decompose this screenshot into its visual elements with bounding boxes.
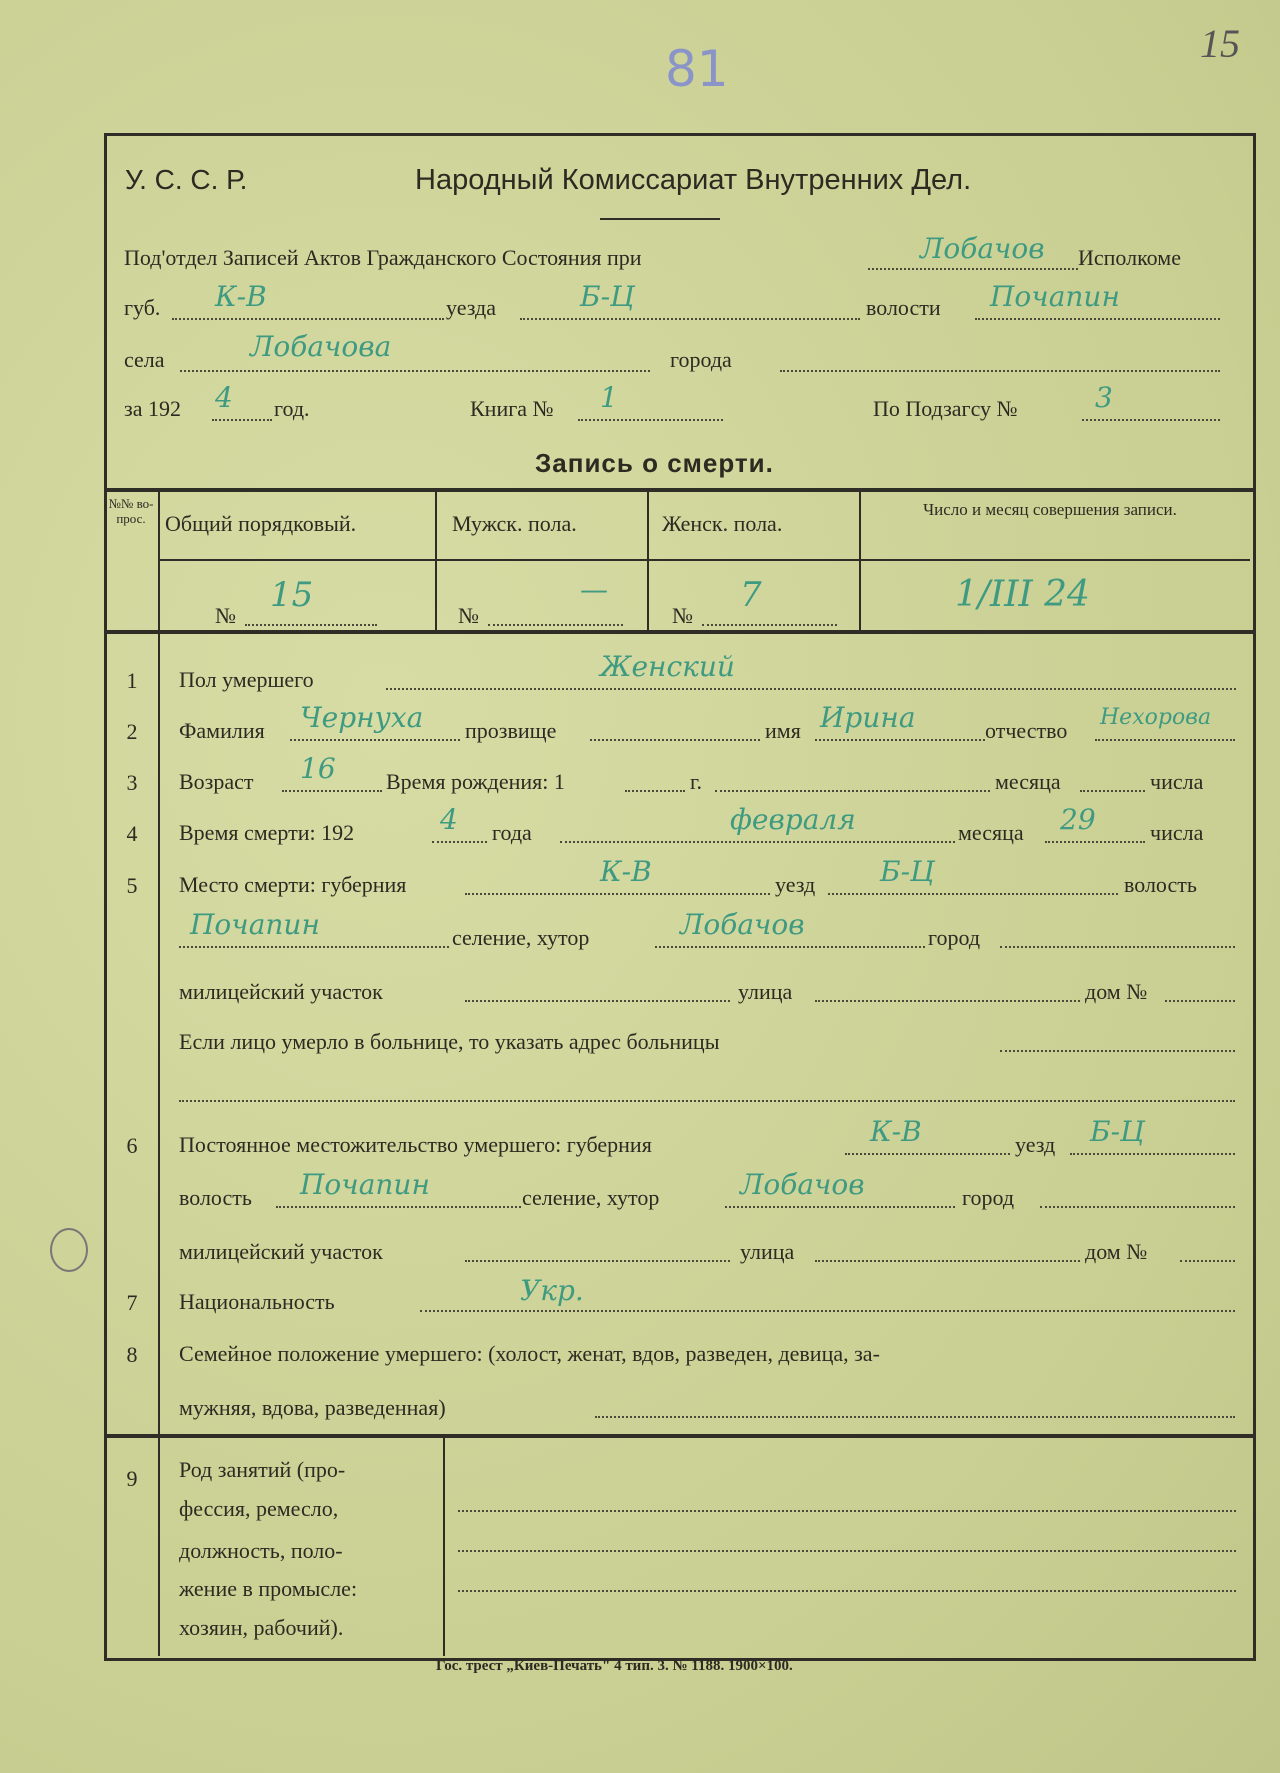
leader [179, 1100, 1235, 1102]
occupation-line: Род занятий (про- [179, 1457, 346, 1482]
col-date-header: Число и месяц совершения записи. [923, 500, 1177, 519]
occupation-line: хозяин, рабочий). [179, 1615, 344, 1640]
col-female-header: Женск. пола. [662, 511, 783, 536]
leader [975, 318, 1220, 320]
residence-village-value: Лобачов [740, 1168, 865, 1201]
birth-month-label: месяца [995, 769, 1061, 794]
leader [180, 370, 650, 372]
leader [276, 1206, 521, 1208]
place-village-value: Лобачов [680, 908, 805, 941]
leader [655, 946, 925, 948]
volost-label: волости [866, 295, 941, 320]
leader [815, 1260, 1080, 1262]
residence-uezd-value: Б-Ц [1090, 1115, 1145, 1148]
sheet-number: 15 [1200, 21, 1240, 66]
name-label: имя [765, 718, 801, 743]
male-value: — [580, 573, 608, 606]
volost-value: Почапин [990, 280, 1120, 313]
number-column-rule [158, 630, 160, 1656]
leader [595, 1416, 1235, 1418]
leader [560, 841, 955, 843]
leader [1080, 790, 1145, 792]
birth-year-suffix: г. [690, 769, 703, 794]
item-number: 7 [126, 1290, 138, 1315]
res-house-label: дом № [1085, 1239, 1148, 1264]
leader [1040, 1206, 1235, 1208]
item-number: 6 [126, 1133, 138, 1158]
occupation-line: должность, поло- [179, 1538, 343, 1563]
hospital-label: Если лицо умерло в больнице, то указать адрес больницы [179, 1029, 720, 1054]
section-rule [104, 1434, 1253, 1438]
leader [465, 893, 770, 895]
occupation-rule [443, 1434, 445, 1656]
leader [465, 1260, 730, 1262]
leader [172, 318, 444, 320]
leader [245, 624, 377, 626]
item-number: 2 [126, 719, 138, 744]
uezd-label: уезда [446, 295, 496, 320]
place-uezd-label: уезд [775, 872, 816, 897]
commissariat-title: Народный Комиссариат Внутренних Дел. [415, 164, 972, 196]
leader [458, 1590, 1236, 1592]
place-uezd-value: Б-Ц [880, 855, 935, 888]
gub-value: К-В [215, 280, 267, 313]
leader [282, 790, 382, 792]
marital-label-line2: мужняя, вдова, разведенная) [179, 1395, 446, 1420]
leader [212, 419, 272, 421]
age-label: Возраст [179, 769, 254, 794]
leader [1070, 1153, 1235, 1155]
nickname-label: прозвище [465, 718, 557, 743]
leader [702, 624, 837, 626]
leader [578, 419, 723, 421]
item-number: 9 [126, 1466, 138, 1491]
item-number: 5 [126, 873, 138, 898]
leader [815, 1000, 1080, 1002]
ispolkom-label: Исполкоме [1078, 245, 1181, 270]
leader [780, 370, 1220, 372]
occupation-line: фессия, ремесло, [179, 1496, 339, 1521]
occupation-line: жение в промысле: [179, 1576, 358, 1601]
leader [868, 268, 1078, 270]
gub-label: губ. [124, 295, 161, 320]
gorod-label: города [670, 347, 732, 372]
leader [432, 841, 487, 843]
leader [1082, 419, 1220, 421]
death-label: Время смерти: 192 [179, 820, 355, 845]
patronymic-label: отчество [985, 718, 1068, 743]
leader [828, 893, 1118, 895]
col-total-header: Общий порядковый. [165, 511, 357, 536]
republic-label: У. С. С. Р. [125, 164, 248, 195]
place-volost-value: Почапин [190, 908, 320, 941]
surname-value: Чернуха [300, 701, 424, 734]
item-number: 3 [126, 770, 138, 795]
book-label: Книга № [470, 396, 554, 421]
record-date-value: 1/III 24 [955, 574, 1090, 615]
leader [520, 318, 860, 320]
leader [458, 1510, 1236, 1512]
pencil-archive-number: 81 [665, 40, 729, 98]
table-top-rule [104, 488, 1253, 492]
podzags-label: По Подзагсу № [873, 396, 1018, 421]
name-value: Ирина [820, 701, 916, 734]
printer-imprint: Гос. трест „Киев-Печать" 4 тип. 3. № 1188. 1900×100. [436, 1658, 793, 1674]
no-label: № [215, 603, 236, 628]
leader [386, 688, 1236, 690]
death-year-label: года [492, 820, 532, 845]
leader [488, 624, 623, 626]
leader [590, 739, 760, 741]
death-month-label: месяца [958, 820, 1024, 845]
selo-label: села [124, 347, 165, 372]
table-bottom-rule [104, 630, 1253, 634]
marital-label-line1: Семейное положение умершего: (холост, женат, вдов, разведен, девица, за- [179, 1341, 880, 1366]
sex-label: Пол умершего [179, 667, 314, 692]
leader [1180, 1260, 1235, 1262]
item-number: 1 [126, 668, 138, 693]
nationality-label: Национальность [179, 1289, 335, 1314]
death-day-value: 29 [1060, 803, 1096, 836]
total-value: 15 [270, 575, 314, 615]
place-volost-label: волость [1124, 872, 1197, 897]
record-title: Запись о смерти. [535, 448, 774, 478]
header-rule [158, 559, 1250, 561]
leader [290, 739, 460, 741]
residence-label: Постоянное местожительство умершего: губерния [179, 1132, 652, 1157]
subdept-label: Под'отдел Записей Актов Гражданского Состояния при [124, 245, 642, 270]
no-label: № [672, 603, 693, 628]
house-label: дом № [1085, 979, 1148, 1004]
residence-volost-value: Почапин [300, 1168, 430, 1201]
binding-hole [50, 1228, 88, 1272]
no-label: № [458, 603, 479, 628]
death-month-value: февраля [730, 803, 856, 836]
leader [179, 946, 449, 948]
place-label: Место смерти: губерния [179, 872, 407, 897]
female-value: 7 [740, 575, 762, 615]
leader [1000, 946, 1235, 948]
item-number: 4 [126, 821, 138, 846]
leader [715, 790, 990, 792]
birth-label: Время рождения: 1 [386, 769, 565, 794]
res-militia-label: милицейский участок [179, 1239, 383, 1264]
year-label: за 192 [124, 396, 181, 421]
divider [600, 218, 720, 220]
place-gub-value: К-В [600, 855, 652, 888]
selo-value: Лобачова [250, 330, 392, 363]
surname-label: Фамилия [179, 718, 265, 743]
residence-gub-value: К-В [870, 1115, 922, 1148]
year-value: 4 [215, 381, 233, 414]
residence-village-label: селение, хутор [522, 1185, 660, 1210]
book-value: 1 [600, 381, 618, 414]
place-city-label: город [928, 925, 981, 950]
death-day-label: числа [1150, 820, 1204, 845]
leader [465, 1000, 730, 1002]
patronymic-value: Нехорова [1100, 705, 1212, 730]
sex-value: Женский [600, 650, 735, 683]
residence-uezd-label: уезд [1015, 1132, 1056, 1157]
god-label: год. [274, 396, 310, 421]
leader [725, 1206, 955, 1208]
street-label: улица [738, 979, 793, 1004]
leader [420, 1310, 1235, 1312]
item-number: 8 [126, 1342, 138, 1367]
col-male-header: Мужск. пола. [452, 511, 577, 536]
leader [815, 739, 985, 741]
leader [1095, 739, 1235, 741]
leader [458, 1550, 1236, 1552]
residence-city-label: город [962, 1185, 1015, 1210]
leader [845, 1153, 1010, 1155]
leader [1045, 841, 1145, 843]
age-value: 16 [300, 752, 336, 785]
pri-value: Лобачов [920, 232, 1045, 265]
place-village-label: селение, хутор [452, 925, 590, 950]
death-year-value: 4 [440, 803, 458, 836]
residence-volost-label: волость [179, 1185, 252, 1210]
leader [1165, 1000, 1235, 1002]
uezd-value: Б-Ц [580, 280, 635, 313]
birth-day-label: числа [1150, 769, 1204, 794]
leader [625, 790, 685, 792]
leader [1000, 1050, 1235, 1052]
podzags-value: 3 [1095, 381, 1113, 414]
nationality-value: Укр. [520, 1274, 584, 1307]
res-street-label: улица [740, 1239, 795, 1264]
militia-label: милицейский участок [179, 979, 383, 1004]
col-question-header: №№ во- прос. [108, 496, 154, 526]
